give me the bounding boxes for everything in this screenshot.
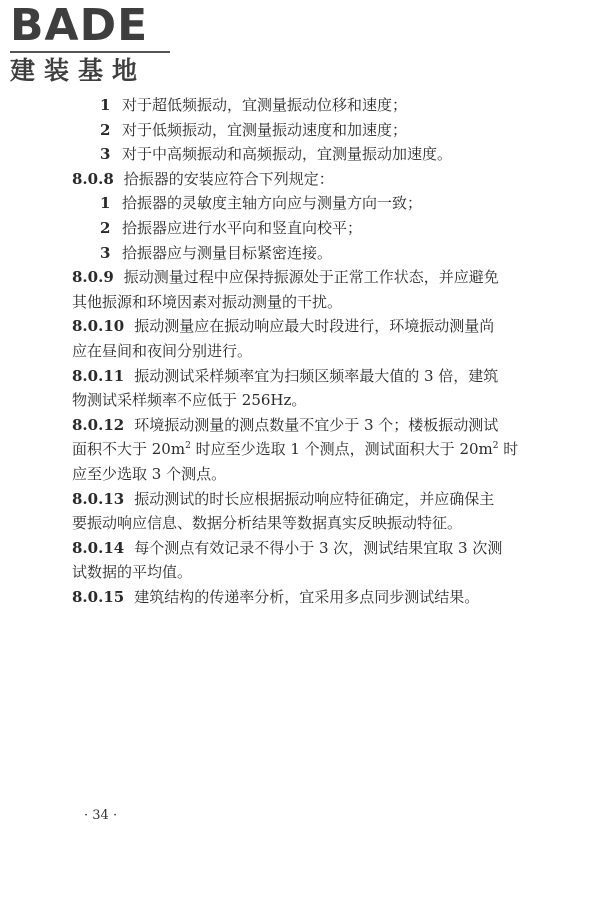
clause-number: 8.0.8 (72, 169, 114, 188)
document-body (72, 93, 532, 609)
logo-divider (10, 51, 170, 53)
clause-number: 8.0.12 (72, 415, 125, 434)
clause-line (72, 265, 532, 290)
line-text: 要振动响应信息、数据分析结果等数据真实反映振动特征。 (72, 514, 463, 533)
line-text: 建筑结构的传递率分析，宜采用多点同步测试结果。 (134, 587, 480, 606)
continuation-line (72, 290, 532, 315)
clause-line (72, 364, 532, 389)
list-item (72, 216, 532, 241)
line-text: 对于超低频振动，宜测量振动位移和速度； (122, 96, 408, 114)
line-text: 其他振源和环境因素对振动测量的干扰。 (72, 292, 343, 311)
line-text: 试数据的平均值。 (72, 563, 193, 582)
continuation-line (72, 339, 532, 364)
line-text: 对于中高频振动和高频振动，宜测量振动加速度。 (122, 145, 453, 164)
list-item (72, 191, 532, 216)
line-text: 拾振器的安装应符合下列规定： (123, 169, 334, 188)
clause-number: 8.0.10 (72, 317, 125, 336)
item-number: 3 (100, 145, 111, 164)
clause-number: 8.0.13 (72, 489, 125, 508)
line-text: 物测试采样频率不应低于 256Hz。 (72, 391, 307, 410)
line-text: 拾振器的灵敏度主轴方向应与测量方向一致； (122, 194, 423, 213)
clause-line (72, 487, 532, 512)
item-number: 3 (100, 243, 111, 262)
clause-line (72, 314, 532, 339)
logo-subtitle: 建装基地 (10, 56, 147, 85)
line-text: 应在昼间和夜间分别进行。 (72, 341, 253, 360)
superscript: 2 (185, 441, 191, 452)
list-item (72, 118, 532, 143)
list-item (72, 142, 532, 167)
clause-number: 8.0.15 (72, 587, 125, 606)
line-text: 对于低频振动，宜测量振动速度和加速度； (122, 120, 408, 139)
clause-line (72, 536, 532, 561)
clause-line (72, 167, 532, 192)
item-number: 2 (100, 218, 111, 237)
line-text: 拾振器应进行水平向和竖直向校平； (122, 218, 363, 237)
line-text: 面积不大于 20m (72, 440, 186, 459)
superscript: 2 (492, 441, 499, 452)
line-text: 环境振动测量的测点数量不宜少于 3 个；楼板振动测试 (134, 415, 499, 434)
clause-number: 8.0.11 (72, 366, 125, 385)
logo-wordmark: BADE (10, 0, 149, 51)
clause-number: 8.0.14 (72, 538, 125, 557)
line-text: 每个测点有效记录不得小于 3 次，测试结果宜取 3 次测 (134, 538, 503, 557)
list-item (72, 241, 532, 266)
list-item (72, 93, 532, 118)
bade-logo (10, 0, 172, 85)
line-text: 时应至少选取 1 个测点，测试面积大于 20m (190, 440, 493, 459)
continuation-line (72, 462, 532, 487)
continuation-line (72, 560, 532, 585)
clause-line (72, 585, 532, 610)
continuation-line (72, 511, 532, 536)
continuation-line (72, 388, 532, 413)
clause-number: 8.0.9 (72, 268, 114, 287)
line-text: 拾振器应与测量目标紧密连接。 (122, 243, 333, 262)
item-number: 1 (100, 96, 111, 114)
page-number: · 34 · (84, 808, 118, 823)
line-text: 时 (498, 440, 519, 459)
line-text: 应至少选取 3 个测点。 (72, 464, 227, 483)
item-number: 2 (100, 120, 111, 139)
clause-line (72, 413, 532, 438)
line-text: 振动测试的时长应根据振动响应特征确定，并应确保主 (134, 489, 495, 508)
item-number: 1 (100, 194, 111, 213)
line-text: 振动测量过程中应保持振源处于正常工作状态，并应避免 (123, 268, 499, 287)
line-text: 振动测量应在振动响应最大时段进行，环境振动测量尚 (134, 317, 495, 336)
line-text: 振动测试采样频率宜为扫频区频率最大值的 3 倍，建筑 (134, 366, 499, 385)
continuation-line (72, 437, 532, 462)
